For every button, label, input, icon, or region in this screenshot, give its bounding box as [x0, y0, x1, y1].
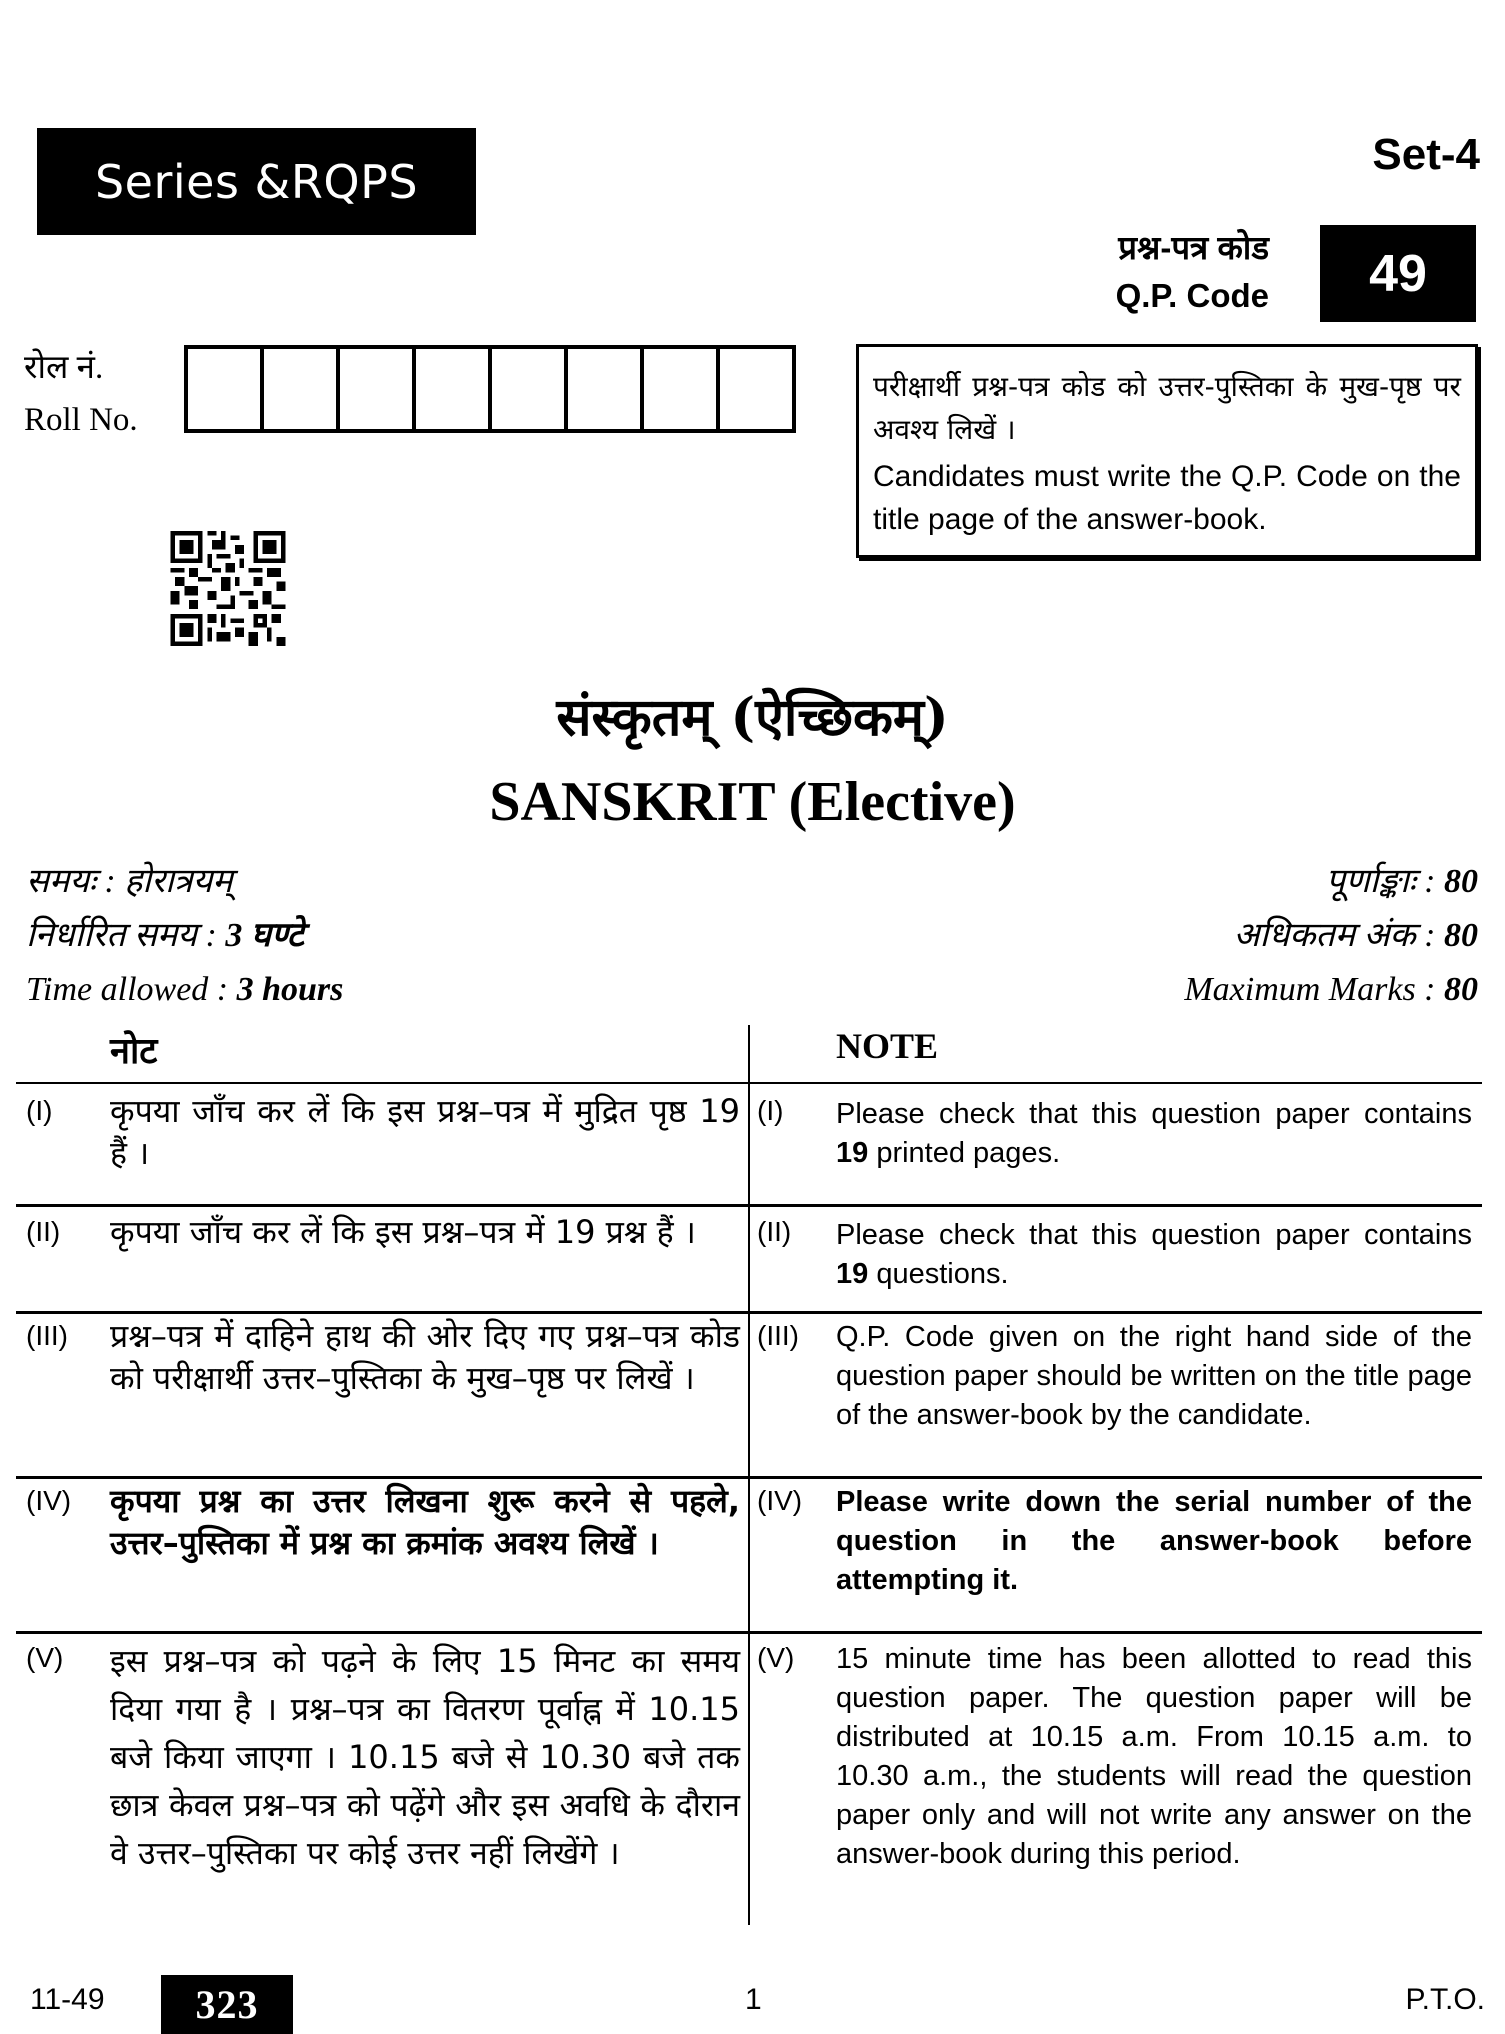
marks-info: [1184, 855, 1478, 1017]
divider: [16, 1631, 1482, 1634]
note-text-hi: प्रश्न–पत्र में दाहिने हाथ की ओर दिए गए प्रश्न–पत्र कोड को परीक्षार्थी उत्तर–पुस्तिका के मुख–पृष्ठ पर लिखें ।: [110, 1317, 740, 1397]
note-number-en: (II): [757, 1216, 792, 1247]
note-text-en: Please check that this question paper contains 19 printed pages.: [836, 1098, 1472, 1169]
series-label: Series &RQPS: [37, 128, 476, 235]
divider: [16, 1204, 1482, 1207]
instruction-text-en: Candidates must write the Q.P. Code on the title page of the answer-book.: [873, 460, 1461, 536]
qp-code-label-en: Q.P. Code: [1115, 277, 1269, 314]
column-divider: [748, 1025, 750, 1925]
note-text-en: Please check that this question paper contains 19 questions.: [836, 1219, 1472, 1290]
note-text-en: Please write down the serial number of the question in the answer-book before attempting it.: [836, 1486, 1472, 1596]
note-number-en: (IV): [757, 1485, 803, 1516]
time-hindi: निर्धारित समय : 3 घण्टे: [26, 917, 304, 954]
subject-title-hi: संस्कृतम् (ऐच्छिकम्): [556, 687, 949, 748]
note-text-hi: कृपया प्रश्न का उत्तर लिखना शुरू करने से पहले, उत्तर–पुस्तिका में प्रश्न का क्रमांक अवश्य लिखें ।: [110, 1482, 740, 1562]
time-sanskrit: समयः : होरात्रयम्: [26, 863, 233, 900]
roll-digit-box[interactable]: [720, 349, 792, 429]
qp-code-labels: [1116, 224, 1269, 320]
roll-digit-box[interactable]: [340, 349, 416, 429]
note-text-hi: इस प्रश्न–पत्र को पढ़ने के लिए 15 मिनट का समय दिया गया है । प्रश्न–पत्र का वितरण पूर्वाह्न में 10.15 बजे किया जाएगा । 10.15 बजे से 10.30 बजे तक छात्र केवल प्रश्न–पत्र को पढ़ेंगे और इस अवधि के दौरान वे उत्तर–पुस्तिका पर कोई उत्तर नहीं लिखेंगे ।: [110, 1642, 740, 1872]
note-heading-hi: नोट: [110, 1030, 158, 1072]
footer-paper-code: 11-49: [30, 1983, 105, 2016]
note-text-en: 15 minute time has been allotted to read this question paper. The question paper will be distributed at 10.15 a.m. From 10.15 a.m. to 10.30 a.m., the students will read the question paper only and will not write any answer on the answer-book during this period.: [836, 1643, 1472, 1870]
note-number-en: (III): [757, 1320, 799, 1351]
notes-table: [16, 1025, 1482, 1925]
note-number-hi: (II): [26, 1216, 61, 1247]
qp-code-label-hi: प्रश्न-पत्र कोड: [1118, 229, 1269, 266]
note-heading-en: NOTE: [836, 1026, 939, 1066]
time-info: [26, 855, 343, 1017]
roll-digit-box[interactable]: [492, 349, 568, 429]
note-number-en: (V): [757, 1642, 795, 1673]
roll-label-en: Roll No.: [24, 402, 138, 438]
subject-title-en: SANSKRIT (Elective): [489, 771, 1016, 833]
qp-code-value: 49: [1320, 225, 1476, 322]
roll-labels: [24, 342, 138, 446]
footer-number-box: 323: [161, 1975, 293, 2034]
qp-code-instruction-box: [856, 344, 1478, 558]
qr-code-icon: [170, 531, 286, 646]
note-number-hi: (IV): [26, 1485, 72, 1516]
note-number-hi: (III): [26, 1320, 68, 1351]
note-text-en: Q.P. Code given on the right hand side of the question paper should be written on the title page of the answer-book by the candidate.: [836, 1321, 1472, 1431]
divider: [16, 1476, 1482, 1479]
roll-label-hi: रोल नं.: [24, 350, 104, 386]
marks-sanskrit: पूर्णाङ्काः : 80: [1325, 863, 1478, 900]
roll-number-grid: [184, 345, 796, 433]
roll-digit-box[interactable]: [568, 349, 644, 429]
set-label: Set-4: [1372, 130, 1480, 179]
divider: [16, 1311, 1482, 1314]
marks-english: Maximum Marks : 80: [1184, 971, 1478, 1008]
page-number: 1: [745, 1983, 762, 2016]
page-footer: [0, 1975, 1505, 2025]
time-english: Time allowed : 3 hours: [26, 971, 344, 1008]
pto-label: P.T.O.: [1405, 1983, 1485, 2016]
roll-digit-box[interactable]: [416, 349, 492, 429]
marks-hindi: अधिकतम अंक : 80: [1233, 917, 1478, 954]
note-number-hi: (I): [26, 1095, 53, 1126]
note-text-hi: कृपया जाँच कर लें कि इस प्रश्न–पत्र में मुद्रित पृष्ठ 19 हैं ।: [110, 1092, 740, 1172]
roll-digit-box[interactable]: [644, 349, 720, 429]
note-number-hi: (V): [26, 1642, 64, 1673]
note-number-en: (I): [757, 1095, 784, 1126]
roll-digit-box[interactable]: [188, 349, 264, 429]
divider: [16, 1082, 1482, 1084]
instruction-text-hi: परीक्षार्थी प्रश्न-पत्र कोड को उत्तर-पुस्तिका के मुख-पृष्ठ पर अवश्य लिखें ।: [873, 370, 1461, 446]
note-text-hi: कृपया जाँच कर लें कि इस प्रश्न–पत्र में 19 प्रश्न हैं ।: [110, 1213, 696, 1251]
roll-digit-box[interactable]: [264, 349, 340, 429]
